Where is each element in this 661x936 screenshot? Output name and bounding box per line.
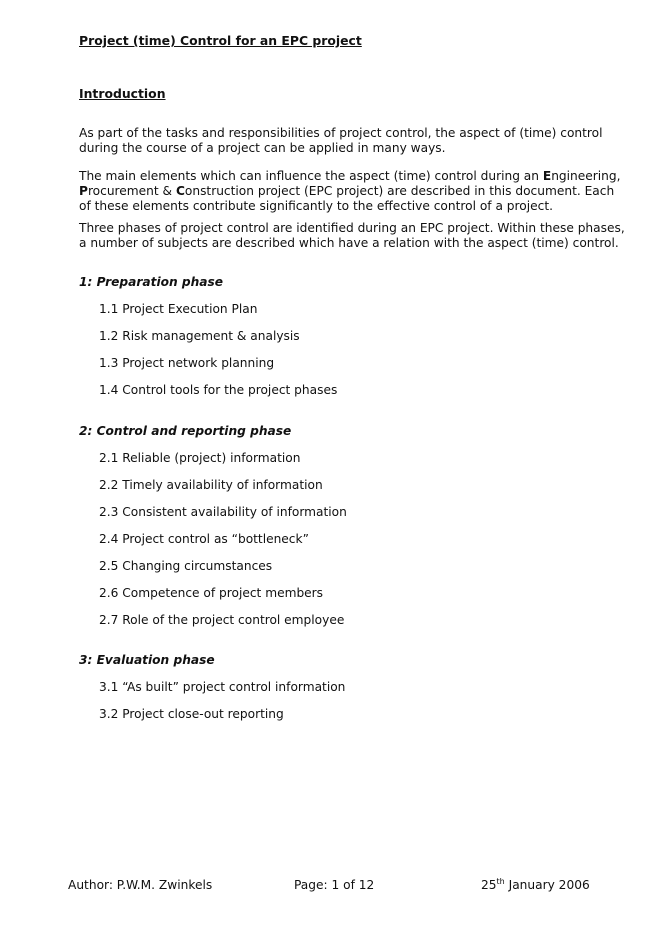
paragraph-line bbox=[79, 169, 621, 184]
paragraph-text: rocurement & bbox=[87, 184, 176, 198]
list-item: 2.5 Changing circumstances bbox=[99, 559, 273, 573]
list-item: 2.3 Consistent availability of information bbox=[99, 505, 347, 519]
intro-paragraph-2 bbox=[79, 169, 621, 214]
paragraph-line: As part of the tasks and responsibilities of project control, the aspect of (time) control bbox=[79, 126, 603, 140]
paragraph-line: a number of subjects are described which have a relation with the aspect (time) control. bbox=[79, 236, 619, 250]
evaluation-phase-list bbox=[99, 680, 345, 734]
paragraph-text: onstruction project (EPC project) are described in this document. Each bbox=[184, 184, 615, 198]
list-item: 3.1 “As built” project control information bbox=[99, 680, 346, 694]
list-item: 2.1 Reliable (project) information bbox=[99, 451, 301, 465]
phase-heading-control-reporting: 2: Control and reporting phase bbox=[79, 424, 292, 438]
control-reporting-phase-list bbox=[99, 451, 347, 640]
intro-paragraph-1 bbox=[79, 126, 603, 156]
acronym-letter-e: E bbox=[542, 169, 552, 183]
phase-heading-preparation: 1: Preparation phase bbox=[79, 275, 224, 289]
phase-heading-evaluation: 3: Evaluation phase bbox=[79, 653, 215, 667]
paragraph-line: during the course of a project can be applied in many ways. bbox=[79, 141, 446, 155]
paragraph-line bbox=[79, 184, 615, 199]
footer-date bbox=[481, 878, 590, 892]
preparation-phase-list bbox=[99, 302, 337, 410]
date-suffix: th bbox=[496, 876, 505, 886]
footer-page-number: Page: 1 of 12 bbox=[294, 878, 375, 892]
date-month-year: January 2006 bbox=[504, 878, 590, 892]
paragraph-text: The main elements which can influence the aspect (time) control during an bbox=[79, 169, 543, 183]
list-item: 1.4 Control tools for the project phases bbox=[99, 383, 338, 397]
list-item: 2.2 Timely availability of information bbox=[99, 478, 323, 492]
list-item: 2.6 Competence of project members bbox=[99, 586, 324, 600]
list-item: 2.7 Role of the project control employee bbox=[99, 613, 345, 627]
list-item: 1.1 Project Execution Plan bbox=[99, 302, 258, 316]
list-item: 2.4 Project control as “bottleneck” bbox=[99, 532, 309, 546]
acronym-letter-c: C bbox=[175, 184, 185, 198]
paragraph-line: Three phases of project control are identified during an EPC project. Within these phases, bbox=[79, 221, 625, 235]
list-item: 3.2 Project close-out reporting bbox=[99, 707, 284, 721]
paragraph-line: of these elements contribute significantly to the effective control of a project. bbox=[79, 199, 553, 213]
paragraph-text: ngineering, bbox=[551, 169, 621, 183]
introduction-heading: Introduction bbox=[79, 86, 166, 101]
document-title: Project (time) Control for an EPC project bbox=[79, 33, 362, 48]
date-day: 25 bbox=[481, 878, 497, 892]
intro-paragraph-3 bbox=[79, 221, 625, 251]
list-item: 1.3 Project network planning bbox=[99, 356, 275, 370]
footer-author: Author: P.W.M. Zwinkels bbox=[68, 878, 213, 892]
list-item: 1.2 Risk management & analysis bbox=[99, 329, 300, 343]
acronym-letter-p: P bbox=[79, 184, 88, 198]
